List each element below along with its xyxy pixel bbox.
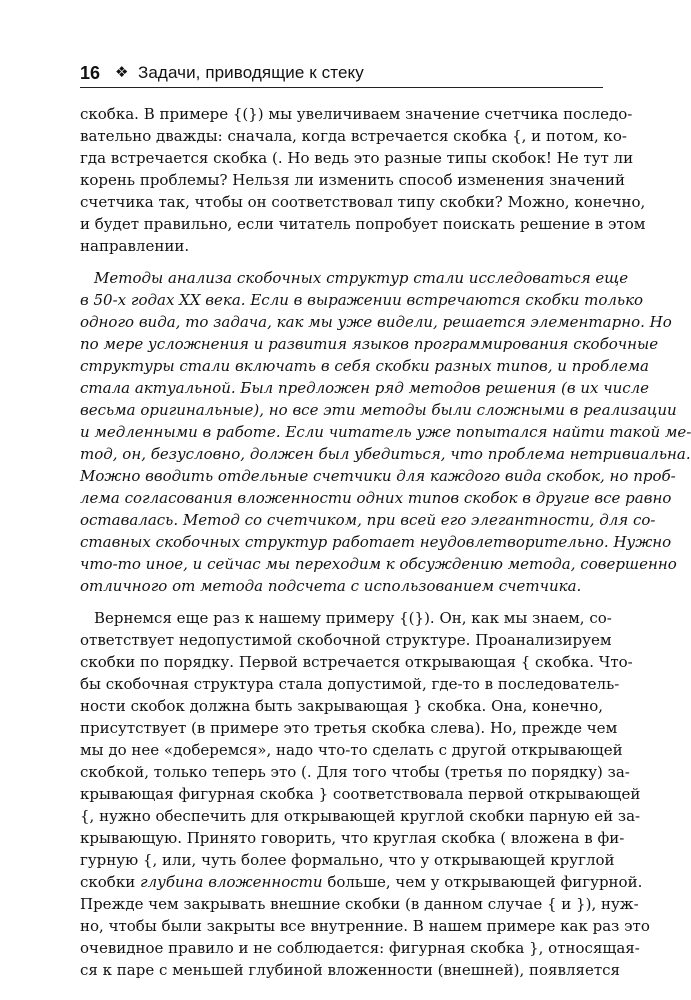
text-line: присутствует (в примере это третья скобка слева). Но, прежде чем [80, 719, 618, 737]
text-line: и медленными в работе. Если читатель уже попытался найти такой ме- [80, 423, 691, 441]
page-number: 16 [80, 63, 101, 83]
text-line: весьма оригинальные), но все эти методы были сложными в реализации [80, 401, 677, 419]
text-line: оставалась. Метод со счетчиком, при всей его элегантности, для со- [80, 511, 656, 529]
text-line: отличного от метода подсчета с использованием счетчика. [80, 577, 582, 595]
paragraph-2-italic-aside [80, 267, 691, 597]
text-line: крывающая фигурная скобка } соответствовала первой открывающей [80, 785, 641, 803]
text-line: ставных скобочных структур работает неудовлетворительно. Нужно [80, 533, 672, 551]
text-line: по мере усложнения и развития языков программирования скобочные [80, 335, 659, 353]
text-line: что-то иное, и сейчас мы переходим к обсуждению метода, совершенно [80, 555, 677, 573]
text-line-with-italic-term: скобки глубина вложенности больше, чем у открывающей фигурной. [80, 873, 643, 891]
text-line: {, нужно обеспечить для открывающей круглой скобки парную ей за- [80, 807, 641, 825]
header-rule [80, 87, 603, 88]
text-line: крывающую. Принято говорить, что круглая скобка ( вложена в фи- [80, 829, 625, 847]
text-line: корень проблемы? Нельзя ли изменить способ изменения значений [80, 171, 626, 189]
text-line: Вернемся еще раз к нашему примеру {(}). Он, как мы знаем, со- [94, 609, 612, 627]
text-line: Методы анализа скобочных структур стали исследоваться еще [94, 269, 629, 287]
body-text [80, 103, 691, 981]
text-line: Можно вводить отдельные счетчики для каждого вида скобок, но проб- [80, 467, 676, 485]
text-line: скобка. В примере {(}) мы увеличиваем значение счетчика последо- [80, 105, 633, 123]
text-line: бы скобочная структура стала допустимой, где-то в последователь- [80, 675, 620, 693]
fleuron-separator-icon: ❖ [115, 64, 129, 81]
text-line: направлении. [80, 237, 190, 255]
text-line: ся к паре с меньшей глубиной вложенности (внешней), появляется [80, 961, 620, 979]
text-line: гда встречается скобка (. Но ведь это разные типы скобок! Не тут ли [80, 149, 634, 167]
emphasized-term: глубина вложенности [139, 873, 323, 891]
text-line: гурную {, или, чуть более формально, что у открывающей круглой [80, 851, 615, 869]
text-line: вательно дважды: сначала, когда встречается скобка {, и потом, ко- [80, 127, 627, 145]
running-header [80, 62, 603, 88]
text-line: ности скобок должна быть закрывающая } скобка. Она, конечно, [80, 697, 603, 715]
paragraph-1 [80, 103, 646, 257]
text-line: и будет правильно, если читатель попробует поискать решение в этом [80, 215, 646, 233]
text-line: в 50-х годах XX века. Если в выражении встречаются скобки только [80, 291, 644, 309]
running-title: Задачи, приводящие к стеку [138, 63, 364, 82]
text-line: Прежде чем закрывать внешние скобки (в данном случае { и }), нуж- [80, 895, 639, 913]
text-line: одного вида, то задача, как мы уже видели, решается элементарно. Но [80, 313, 672, 331]
text-line: счетчика так, чтобы он соответствовал типу скобки? Можно, конечно, [80, 193, 646, 211]
text-line: тод, он, безусловно, должен был убедиться, что проблема нетривиальна. [80, 445, 691, 463]
text-line: очевидное правило и не соблюдается: фигурная скобка }, относящая- [80, 939, 640, 957]
text-line: скобки по порядку. Первой встречается открывающая { скобка. Что- [80, 653, 633, 671]
paragraph-3 [80, 607, 650, 981]
text-line: структуры стали включать в себя скобки разных типов, и проблема [80, 357, 649, 375]
text-line: мы до нее «доберемся», надо что-то сделать с другой открывающей [80, 741, 623, 759]
text-line: стала актуальной. Был предложен ряд методов решения (в их числе [80, 379, 650, 397]
text-line: лема согласования вложенности одних типов скобок в другие все равно [80, 489, 672, 507]
text-line: ответствует недопустимой скобочной структуре. Проанализируем [80, 631, 612, 649]
text-line: но, чтобы были закрыты все внутренние. В нашем примере как раз это [80, 917, 650, 935]
text-line: скобкой, только теперь это (. Для того чтобы (третья по порядку) за- [80, 763, 630, 781]
